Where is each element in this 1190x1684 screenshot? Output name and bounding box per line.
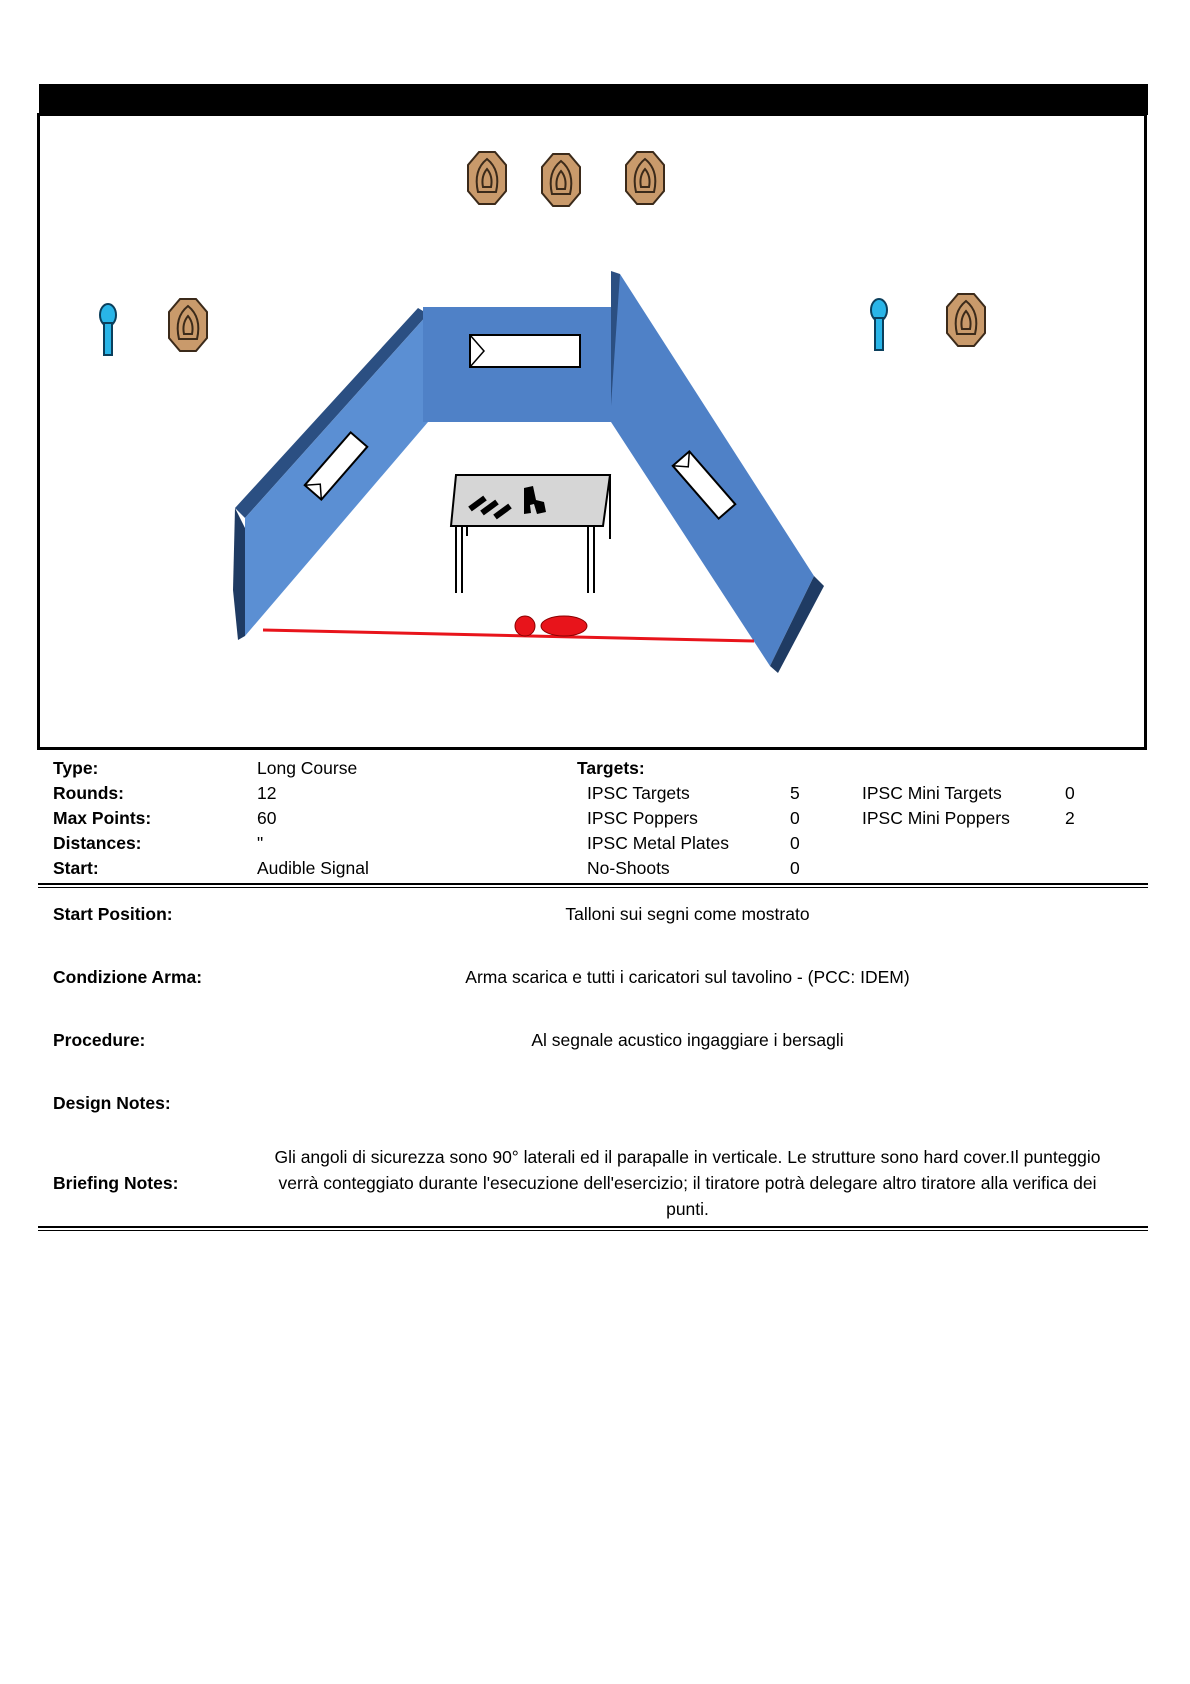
start-label: Start: (53, 858, 99, 878)
type-value: Long Course (257, 758, 358, 778)
mini-popper-icon (100, 304, 116, 355)
rounds-value: 12 (257, 783, 277, 803)
no-shoots-label: No-Shoots (587, 858, 670, 878)
weapon-condition-text: Arma scarica e tutti i caricatori sul tavolino - (PCC: IDEM) (465, 967, 910, 987)
ipsc-target-icon (542, 154, 580, 206)
loading-table (451, 475, 610, 593)
ipsc-target-icon (169, 299, 207, 351)
ipsc-target-icon (947, 294, 985, 346)
distances-label: Distances: (53, 833, 142, 853)
back-wall-port (470, 335, 580, 367)
ipsc-target-icon (468, 152, 506, 204)
mini-popper-icon (871, 299, 887, 350)
stage-diagram-svg (40, 116, 1144, 747)
no-shoots-value: 0 (790, 858, 800, 878)
start-mark-icon (541, 616, 587, 636)
section-divider (38, 883, 1148, 888)
stage-diagram (37, 113, 1147, 750)
fault-line (263, 630, 754, 641)
briefing-notes-text: Gli angoli di sicurezza sono 90° laterali ed il parapalle in verticale. Le strutture sono hard cover.Il punteggio verrà conteggiato durante l'esecuzione dell'esercizio; il tiratore potrà delegare altro tiratore alla verifica dei punti. (274, 1147, 1101, 1219)
start-position-text: Talloni sui segni come mostrato (565, 904, 810, 924)
procedure-label: Procedure: (53, 1030, 146, 1050)
rounds-label: Rounds: (53, 783, 124, 803)
max-points-value: 60 (257, 808, 277, 828)
briefing-notes-label: Briefing Notes: (53, 1173, 179, 1193)
ipsc-mini-poppers-label: IPSC Mini Poppers (862, 808, 1010, 828)
ipsc-targets-label: IPSC Targets (587, 783, 690, 803)
ipsc-mini-targets-label: IPSC Mini Targets (862, 783, 1002, 803)
back-wall (423, 307, 611, 422)
type-label: Type: (53, 758, 99, 778)
design-notes-label: Design Notes: (53, 1093, 171, 1113)
ipsc-metal-plates-label: IPSC Metal Plates (587, 833, 729, 853)
procedure-text: Al segnale acustico ingaggiare i bersagli (531, 1030, 844, 1050)
max-points-label: Max Points: (53, 808, 152, 828)
stage-header-bar (39, 84, 1148, 115)
ipsc-poppers-label: IPSC Poppers (587, 808, 698, 828)
right-wall (611, 271, 824, 673)
ipsc-target-icon (626, 152, 664, 204)
targets-heading: Targets: (577, 758, 645, 778)
weapon-condition-label: Condizione Arma: (53, 967, 203, 987)
ipsc-mini-poppers-value: 2 (1065, 808, 1075, 828)
ipsc-poppers-value: 0 (790, 808, 800, 828)
ipsc-mini-targets-value: 0 (1065, 783, 1075, 803)
ipsc-metal-plates-value: 0 (790, 833, 800, 853)
bottom-divider (38, 1226, 1148, 1231)
ipsc-targets-value: 5 (790, 783, 800, 803)
start-position-label: Start Position: (53, 904, 173, 924)
distances-value: " (257, 833, 264, 853)
start-value: Audible Signal (257, 858, 369, 878)
start-mark-icon (515, 616, 535, 636)
